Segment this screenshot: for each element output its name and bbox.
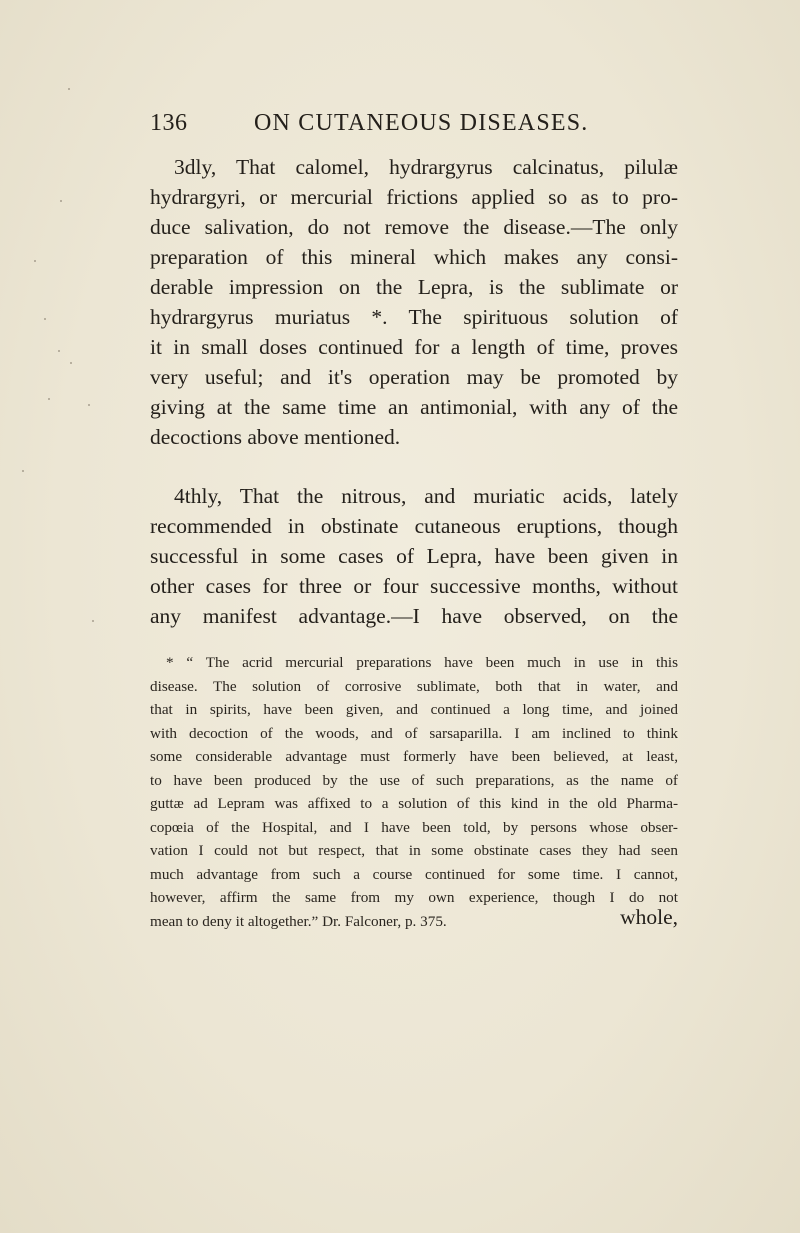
- footnote-line: vation I could not but respect, that in some obstinate cases they had seen: [150, 842, 678, 859]
- footnote-line: however, affirm the same from my own experience, though I do not: [150, 889, 678, 906]
- catchword: whole,: [620, 905, 678, 929]
- text-line: preparation of this mineral which makes any consi-: [150, 245, 678, 269]
- text-line: any manifest advantage.—I have observed, on the: [150, 604, 678, 628]
- footnote-line: mean to deny it altogether.” Dr. Falconer, p. 375.: [150, 912, 447, 930]
- text-line: derable impression on the Lepra, is the sublimate or: [150, 275, 678, 299]
- text-line: duce salivation, do not remove the disease.—The only: [150, 215, 678, 239]
- paragraph-third-point: [150, 152, 678, 452]
- text-line: giving at the same time an antimonial, with any of the: [150, 395, 678, 419]
- page-header: [150, 110, 680, 140]
- footnote-line: guttæ ad Lepram was affixed to a solution of this kind in the old Pharma-: [150, 795, 678, 812]
- page-number: 136: [150, 110, 188, 136]
- footnote-line: to have been produced by the use of such preparations, as the name of: [150, 771, 678, 789]
- footnote-line: * “ The acrid mercurial preparations have been much in use in this: [166, 654, 678, 671]
- footnote: [150, 651, 678, 933]
- text-line: other cases for three or four successive months, without: [150, 574, 678, 598]
- text-line: successful in some cases of Lepra, have been given in: [150, 544, 678, 568]
- footnote-line: some considerable advantage must formerly have been believed, at least,: [150, 748, 678, 765]
- margin-specks: [0, 0, 140, 700]
- text-line: very useful; and it's operation may be promoted by: [150, 365, 678, 389]
- footnote-line: much advantage from such a course continued for some time. I cannot,: [150, 865, 678, 883]
- footnote-line: disease. The solution of corrosive sublimate, both that in water, and: [150, 677, 678, 695]
- footnote-line: with decoction of the woods, and of sarsaparilla. I am inclined to think: [150, 724, 678, 742]
- text-line: 3dly, That calomel, hydrargyrus calcinatus, pilulæ: [174, 155, 678, 179]
- footnote-line: copœia of the Hospital, and I have been told, by persons whose obser-: [150, 818, 678, 836]
- paragraph-fourth-point: [150, 481, 678, 631]
- text-line: 4thly, That the nitrous, and muriatic acids, lately: [174, 484, 678, 508]
- text-line: recommended in obstinate cutaneous eruptions, though: [150, 514, 678, 538]
- text-line: hydrargyri, or mercurial frictions applied so as to pro-: [150, 185, 678, 209]
- text-line: decoctions above mentioned.: [150, 425, 401, 449]
- running-head: ON CUTANEOUS DISEASES.: [254, 110, 589, 136]
- text-line: hydrargyrus muriatus *. The spirituous solution of: [150, 305, 678, 329]
- footnote-line: that in spirits, have been given, and continued a long time, and joined: [150, 701, 678, 718]
- text-line: it in small doses continued for a length of time, proves: [150, 335, 678, 359]
